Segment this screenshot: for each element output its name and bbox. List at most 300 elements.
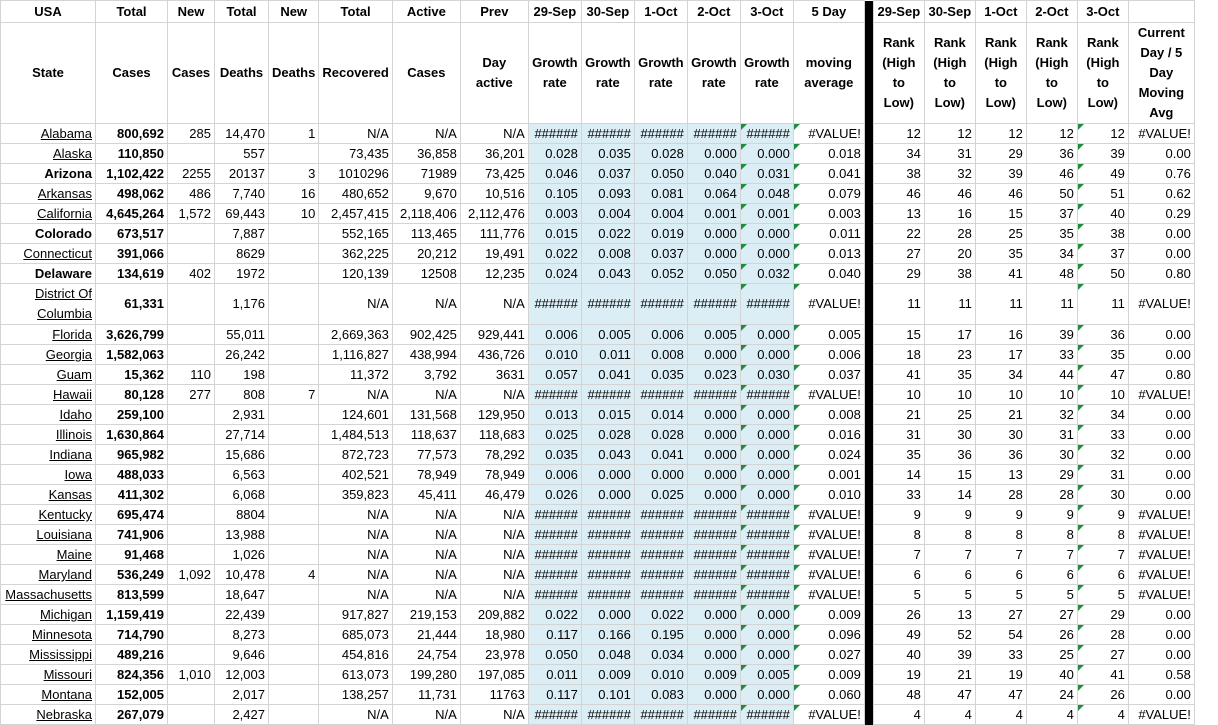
data-cell[interactable]: 131,568 [392, 405, 460, 425]
data-cell[interactable]: 8 [924, 525, 975, 545]
data-cell[interactable]: 4 [1026, 705, 1077, 725]
header-label-cell[interactable]: Growth rate [634, 23, 687, 124]
data-cell[interactable] [168, 485, 215, 505]
data-cell[interactable]: N/A [460, 565, 528, 585]
data-cell[interactable]: 0.005 [740, 665, 793, 685]
data-cell[interactable]: 25 [975, 224, 1026, 244]
header-label-cell[interactable]: Deaths [269, 23, 319, 124]
data-cell[interactable]: 0.117 [528, 625, 581, 645]
data-cell[interactable]: 29 [1026, 465, 1077, 485]
header-cell[interactable]: 29-Sep [528, 1, 581, 23]
data-cell[interactable]: 0.009 [793, 605, 864, 625]
data-cell[interactable]: 1,026 [215, 545, 269, 565]
data-cell[interactable]: 77,573 [392, 445, 460, 465]
data-cell[interactable]: 1 [269, 124, 319, 144]
data-cell[interactable]: 0.003 [528, 204, 581, 224]
data-cell[interactable]: N/A [319, 525, 392, 545]
data-cell[interactable]: 800,692 [96, 124, 168, 144]
data-cell[interactable]: ###### [528, 385, 581, 405]
data-cell[interactable]: #VALUE! [1128, 525, 1194, 545]
data-cell[interactable]: 27,714 [215, 425, 269, 445]
data-cell[interactable]: 0.024 [528, 264, 581, 284]
data-cell[interactable]: 27 [1026, 605, 1077, 625]
data-cell[interactable]: 0.022 [528, 605, 581, 625]
data-cell[interactable] [269, 445, 319, 465]
data-cell[interactable]: ###### [634, 525, 687, 545]
state-link[interactable]: Colorado [1, 224, 96, 244]
data-cell[interactable]: 31 [924, 144, 975, 164]
data-cell[interactable]: N/A [319, 124, 392, 144]
data-cell[interactable]: 8,273 [215, 625, 269, 645]
header-cell[interactable]: Prev [460, 1, 528, 23]
data-cell[interactable]: 0.000 [687, 224, 740, 244]
data-cell[interactable] [168, 525, 215, 545]
data-cell[interactable]: ###### [687, 284, 740, 325]
data-cell[interactable]: 0.022 [528, 244, 581, 264]
data-cell[interactable]: #VALUE! [1128, 505, 1194, 525]
data-cell[interactable]: 0.014 [634, 405, 687, 425]
data-cell[interactable]: 557 [215, 144, 269, 164]
data-cell[interactable]: 0.62 [1128, 184, 1194, 204]
data-cell[interactable]: 438,994 [392, 345, 460, 365]
data-cell[interactable]: 29 [1077, 605, 1128, 625]
state-link[interactable]: Louisiana [1, 525, 96, 545]
data-cell[interactable]: ###### [740, 385, 793, 405]
data-cell[interactable]: N/A [319, 505, 392, 525]
data-cell[interactable]: 0.00 [1128, 685, 1194, 705]
data-cell[interactable]: 0.000 [740, 425, 793, 445]
data-cell[interactable]: N/A [392, 585, 460, 605]
data-cell[interactable]: 0.00 [1128, 485, 1194, 505]
data-cell[interactable]: 34 [975, 365, 1026, 385]
data-cell[interactable]: 0.006 [528, 325, 581, 345]
data-cell[interactable]: 45,411 [392, 485, 460, 505]
data-cell[interactable]: 33 [1026, 345, 1077, 365]
data-cell[interactable]: 613,073 [319, 665, 392, 685]
data-cell[interactable] [269, 465, 319, 485]
header-label-cell[interactable]: moving average [793, 23, 864, 124]
state-link[interactable]: Connecticut [1, 244, 96, 264]
data-cell[interactable]: 0.028 [634, 144, 687, 164]
data-cell[interactable]: 2,118,406 [392, 204, 460, 224]
data-cell[interactable]: N/A [392, 525, 460, 545]
header-label-cell[interactable]: Recovered [319, 23, 392, 124]
data-cell[interactable]: 0.000 [581, 485, 634, 505]
data-cell[interactable]: 1,092 [168, 565, 215, 585]
data-cell[interactable]: N/A [460, 385, 528, 405]
data-cell[interactable]: N/A [392, 284, 460, 325]
data-cell[interactable]: ###### [687, 585, 740, 605]
data-cell[interactable]: 4,645,264 [96, 204, 168, 224]
data-cell[interactable]: 0.76 [1128, 164, 1194, 184]
data-cell[interactable]: 0.026 [528, 485, 581, 505]
data-cell[interactable]: 1,630,864 [96, 425, 168, 445]
data-cell[interactable] [269, 705, 319, 725]
header-cell[interactable]: 30-Sep [581, 1, 634, 23]
data-cell[interactable]: ###### [581, 124, 634, 144]
data-cell[interactable]: 1972 [215, 264, 269, 284]
state-link[interactable]: Maryland [1, 565, 96, 585]
data-cell[interactable]: ###### [687, 385, 740, 405]
data-cell[interactable]: 26,242 [215, 345, 269, 365]
data-cell[interactable]: 0.005 [581, 325, 634, 345]
data-cell[interactable]: 0.004 [634, 204, 687, 224]
data-cell[interactable]: 34 [873, 144, 924, 164]
data-cell[interactable] [168, 645, 215, 665]
data-cell[interactable]: 31 [873, 425, 924, 445]
data-cell[interactable]: #VALUE! [1128, 385, 1194, 405]
data-cell[interactable]: 10 [269, 204, 319, 224]
data-cell[interactable]: N/A [392, 124, 460, 144]
data-cell[interactable] [269, 485, 319, 505]
state-link[interactable]: Delaware [1, 264, 96, 284]
data-cell[interactable]: 27 [1077, 645, 1128, 665]
data-cell[interactable] [168, 465, 215, 485]
data-cell[interactable]: 11 [1026, 284, 1077, 325]
data-cell[interactable]: 33 [873, 485, 924, 505]
data-cell[interactable]: 17 [924, 325, 975, 345]
data-cell[interactable]: 0.00 [1128, 224, 1194, 244]
data-cell[interactable]: 0.024 [793, 445, 864, 465]
data-cell[interactable]: N/A [392, 565, 460, 585]
data-cell[interactable] [269, 425, 319, 445]
state-link[interactable]: Guam [1, 365, 96, 385]
data-cell[interactable]: 0.009 [793, 665, 864, 685]
data-cell[interactable]: 51 [1077, 184, 1128, 204]
data-cell[interactable]: 39 [924, 645, 975, 665]
data-cell[interactable]: 12 [1077, 124, 1128, 144]
data-cell[interactable]: 16 [975, 325, 1026, 345]
data-cell[interactable]: 46 [873, 184, 924, 204]
data-cell[interactable]: 18,647 [215, 585, 269, 605]
data-cell[interactable]: 0.101 [581, 685, 634, 705]
data-cell[interactable]: 0.000 [740, 685, 793, 705]
data-cell[interactable] [168, 425, 215, 445]
data-cell[interactable]: 35 [924, 365, 975, 385]
data-cell[interactable]: 10 [924, 385, 975, 405]
data-cell[interactable]: 40 [1026, 665, 1077, 685]
data-cell[interactable]: #VALUE! [1128, 124, 1194, 144]
data-cell[interactable]: 0.000 [687, 465, 740, 485]
data-cell[interactable] [168, 244, 215, 264]
data-cell[interactable]: ###### [528, 565, 581, 585]
data-cell[interactable]: 0.015 [528, 224, 581, 244]
data-cell[interactable]: 486 [168, 184, 215, 204]
data-cell[interactable]: 55,011 [215, 325, 269, 345]
data-cell[interactable]: 0.030 [740, 365, 793, 385]
state-link[interactable]: Montana [1, 685, 96, 705]
data-cell[interactable]: 18,980 [460, 625, 528, 645]
data-cell[interactable]: 30 [924, 425, 975, 445]
data-cell[interactable]: ###### [581, 705, 634, 725]
data-cell[interactable]: 359,823 [319, 485, 392, 505]
data-cell[interactable]: 259,100 [96, 405, 168, 425]
data-cell[interactable]: ###### [581, 545, 634, 565]
header-cell[interactable]: USA [1, 1, 96, 23]
data-cell[interactable]: 35 [1077, 345, 1128, 365]
data-cell[interactable]: 22,439 [215, 605, 269, 625]
data-cell[interactable]: 49 [873, 625, 924, 645]
data-cell[interactable]: 78,949 [460, 465, 528, 485]
data-cell[interactable]: 0.028 [581, 425, 634, 445]
data-cell[interactable]: 9,646 [215, 645, 269, 665]
data-cell[interactable]: 16 [269, 184, 319, 204]
data-cell[interactable]: 0.028 [634, 425, 687, 445]
data-cell[interactable]: ###### [740, 545, 793, 565]
data-cell[interactable]: 0.016 [793, 425, 864, 445]
data-cell[interactable]: ###### [740, 124, 793, 144]
data-cell[interactable]: 0.166 [581, 625, 634, 645]
data-cell[interactable]: 0.015 [581, 405, 634, 425]
data-cell[interactable]: 454,816 [319, 645, 392, 665]
data-cell[interactable]: 824,356 [96, 665, 168, 685]
data-cell[interactable]: 12 [873, 124, 924, 144]
header-label-cell[interactable]: Growth rate [740, 23, 793, 124]
data-cell[interactable] [269, 365, 319, 385]
header-cell[interactable]: 2-Oct [687, 1, 740, 23]
data-cell[interactable]: 36 [1077, 325, 1128, 345]
data-cell[interactable]: 20 [924, 244, 975, 264]
data-cell[interactable]: #VALUE! [793, 284, 864, 325]
data-cell[interactable]: 27 [975, 605, 1026, 625]
data-cell[interactable]: 480,652 [319, 184, 392, 204]
data-cell[interactable]: 0.000 [687, 685, 740, 705]
data-cell[interactable] [168, 545, 215, 565]
data-cell[interactable]: 0.041 [581, 365, 634, 385]
data-cell[interactable]: 11 [873, 284, 924, 325]
data-cell[interactable]: 12508 [392, 264, 460, 284]
state-link[interactable]: Massachusetts [1, 585, 96, 605]
data-cell[interactable]: ###### [528, 525, 581, 545]
data-cell[interactable]: 0.018 [793, 144, 864, 164]
data-cell[interactable]: 0.000 [687, 605, 740, 625]
data-cell[interactable]: 23 [924, 345, 975, 365]
data-cell[interactable]: 0.008 [793, 405, 864, 425]
data-cell[interactable]: ###### [528, 505, 581, 525]
data-cell[interactable]: 32 [924, 164, 975, 184]
state-link[interactable]: Minnesota [1, 625, 96, 645]
data-cell[interactable]: N/A [460, 705, 528, 725]
data-cell[interactable]: 741,906 [96, 525, 168, 545]
data-cell[interactable]: 47 [1077, 365, 1128, 385]
data-cell[interactable]: ###### [581, 565, 634, 585]
state-link[interactable]: District Of Columbia [1, 284, 96, 325]
data-cell[interactable]: 11,372 [319, 365, 392, 385]
data-cell[interactable]: 1,102,422 [96, 164, 168, 184]
data-cell[interactable]: 20,212 [392, 244, 460, 264]
header-cell[interactable] [1128, 1, 1194, 23]
state-link[interactable]: Florida [1, 325, 96, 345]
data-cell[interactable]: 1,572 [168, 204, 215, 224]
data-cell[interactable]: 8 [873, 525, 924, 545]
state-link[interactable]: Hawaii [1, 385, 96, 405]
data-cell[interactable]: 0.025 [634, 485, 687, 505]
data-cell[interactable]: 411,302 [96, 485, 168, 505]
data-cell[interactable]: 0.048 [581, 645, 634, 665]
data-cell[interactable] [269, 345, 319, 365]
data-cell[interactable]: 0.00 [1128, 605, 1194, 625]
header-cell[interactable]: New [168, 1, 215, 23]
data-cell[interactable]: 0.040 [687, 164, 740, 184]
data-cell[interactable]: 10,478 [215, 565, 269, 585]
state-link[interactable]: Georgia [1, 345, 96, 365]
state-link[interactable]: Missouri [1, 665, 96, 685]
data-cell[interactable]: 0.052 [634, 264, 687, 284]
data-cell[interactable]: 9,670 [392, 184, 460, 204]
data-cell[interactable]: 11 [1077, 284, 1128, 325]
data-cell[interactable]: 48 [873, 685, 924, 705]
data-cell[interactable]: N/A [392, 505, 460, 525]
data-cell[interactable]: 285 [168, 124, 215, 144]
data-cell[interactable]: 118,683 [460, 425, 528, 445]
data-cell[interactable]: 35 [1026, 224, 1077, 244]
data-cell[interactable]: 19 [873, 665, 924, 685]
data-cell[interactable]: 13 [975, 465, 1026, 485]
data-cell[interactable]: 0.050 [687, 264, 740, 284]
data-cell[interactable]: 965,982 [96, 445, 168, 465]
state-link[interactable]: Mississippi [1, 645, 96, 665]
data-cell[interactable]: 7 [1026, 545, 1077, 565]
data-cell[interactable]: 12 [924, 124, 975, 144]
header-label-cell[interactable]: Rank (High to Low) [1026, 23, 1077, 124]
data-cell[interactable]: 0.000 [740, 485, 793, 505]
data-cell[interactable]: ###### [634, 385, 687, 405]
header-label-cell[interactable]: Rank (High to Low) [873, 23, 924, 124]
data-cell[interactable]: 0.027 [793, 645, 864, 665]
data-cell[interactable]: 25 [924, 405, 975, 425]
header-cell[interactable]: 30-Sep [924, 1, 975, 23]
data-cell[interactable]: 38 [924, 264, 975, 284]
data-cell[interactable]: 197,085 [460, 665, 528, 685]
data-cell[interactable]: #VALUE! [1128, 284, 1194, 325]
header-label-cell[interactable]: Day active [460, 23, 528, 124]
data-cell[interactable]: 47 [924, 685, 975, 705]
data-cell[interactable]: 0.083 [634, 685, 687, 705]
data-cell[interactable]: 5 [924, 585, 975, 605]
data-cell[interactable]: 28 [975, 485, 1026, 505]
data-cell[interactable]: 10 [873, 385, 924, 405]
data-cell[interactable]: 26 [873, 605, 924, 625]
data-cell[interactable]: N/A [319, 705, 392, 725]
data-cell[interactable]: 0.005 [793, 325, 864, 345]
data-cell[interactable]: 21 [873, 405, 924, 425]
data-cell[interactable]: 0.011 [528, 665, 581, 685]
data-cell[interactable]: 71989 [392, 164, 460, 184]
data-cell[interactable]: 39 [1077, 144, 1128, 164]
data-cell[interactable]: 0.079 [793, 184, 864, 204]
state-link[interactable]: Illinois [1, 425, 96, 445]
data-cell[interactable]: 0.00 [1128, 244, 1194, 264]
data-cell[interactable]: #VALUE! [793, 565, 864, 585]
data-cell[interactable]: 36 [924, 445, 975, 465]
header-label-cell[interactable]: Growth rate [687, 23, 740, 124]
data-cell[interactable]: N/A [392, 705, 460, 725]
data-cell[interactable]: 872,723 [319, 445, 392, 465]
data-cell[interactable]: 6 [1077, 565, 1128, 585]
data-cell[interactable]: 113,465 [392, 224, 460, 244]
data-cell[interactable]: 391,066 [96, 244, 168, 264]
data-cell[interactable]: 120,139 [319, 264, 392, 284]
data-cell[interactable]: 0.000 [687, 625, 740, 645]
data-cell[interactable]: 47 [975, 685, 1026, 705]
data-cell[interactable]: 25 [1026, 645, 1077, 665]
data-cell[interactable]: 0.010 [528, 345, 581, 365]
data-cell[interactable]: 80,128 [96, 385, 168, 405]
data-cell[interactable]: 0.050 [528, 645, 581, 665]
data-cell[interactable]: 36,858 [392, 144, 460, 164]
data-cell[interactable]: #VALUE! [1128, 565, 1194, 585]
data-cell[interactable]: 436,726 [460, 345, 528, 365]
data-cell[interactable]: 1,159,419 [96, 605, 168, 625]
data-cell[interactable]: 0.00 [1128, 325, 1194, 345]
data-cell[interactable]: 0.037 [793, 365, 864, 385]
data-cell[interactable]: 0.00 [1128, 465, 1194, 485]
data-cell[interactable]: 0.060 [793, 685, 864, 705]
header-cell[interactable]: New [269, 1, 319, 23]
data-cell[interactable]: 0.028 [528, 144, 581, 164]
data-cell[interactable]: 15,686 [215, 445, 269, 465]
data-cell[interactable]: 10 [1026, 385, 1077, 405]
data-cell[interactable]: 0.000 [687, 425, 740, 445]
data-cell[interactable]: 1,010 [168, 665, 215, 685]
data-cell[interactable]: 13 [873, 204, 924, 224]
data-cell[interactable]: 5 [873, 585, 924, 605]
data-cell[interactable]: 7,887 [215, 224, 269, 244]
data-cell[interactable]: 0.00 [1128, 425, 1194, 445]
data-cell[interactable]: 44 [1026, 365, 1077, 385]
data-cell[interactable]: 0.006 [634, 325, 687, 345]
data-cell[interactable]: 3631 [460, 365, 528, 385]
data-cell[interactable]: 1010296 [319, 164, 392, 184]
data-cell[interactable]: 0.00 [1128, 405, 1194, 425]
data-cell[interactable]: 0.005 [687, 325, 740, 345]
data-cell[interactable]: ###### [528, 284, 581, 325]
data-cell[interactable]: 129,950 [460, 405, 528, 425]
data-cell[interactable] [168, 445, 215, 465]
header-cell[interactable]: Total [96, 1, 168, 23]
data-cell[interactable]: 552,165 [319, 224, 392, 244]
data-cell[interactable] [168, 505, 215, 525]
data-cell[interactable]: ###### [528, 705, 581, 725]
data-cell[interactable]: 808 [215, 385, 269, 405]
data-cell[interactable]: ###### [634, 505, 687, 525]
data-cell[interactable]: 36,201 [460, 144, 528, 164]
data-cell[interactable]: 1,582,063 [96, 345, 168, 365]
data-cell[interactable]: 402 [168, 264, 215, 284]
state-link[interactable]: Alaska [1, 144, 96, 164]
data-cell[interactable]: 12,235 [460, 264, 528, 284]
data-cell[interactable]: 0.096 [793, 625, 864, 645]
data-cell[interactable]: 61,331 [96, 284, 168, 325]
data-cell[interactable]: 7 [873, 545, 924, 565]
data-cell[interactable]: 78,292 [460, 445, 528, 465]
data-cell[interactable]: 6,068 [215, 485, 269, 505]
data-cell[interactable]: 0.003 [793, 204, 864, 224]
data-cell[interactable]: 0.00 [1128, 144, 1194, 164]
data-cell[interactable] [168, 325, 215, 345]
header-label-cell[interactable]: Growth rate [528, 23, 581, 124]
data-cell[interactable] [168, 144, 215, 164]
data-cell[interactable]: 6 [975, 565, 1026, 585]
data-cell[interactable]: 0.001 [740, 204, 793, 224]
data-cell[interactable]: 26 [1026, 625, 1077, 645]
data-cell[interactable]: 34 [1077, 405, 1128, 425]
data-cell[interactable]: 46 [1026, 164, 1077, 184]
data-cell[interactable]: 14,470 [215, 124, 269, 144]
data-cell[interactable]: 14 [873, 465, 924, 485]
data-cell[interactable]: 277 [168, 385, 215, 405]
data-cell[interactable]: 73,425 [460, 164, 528, 184]
